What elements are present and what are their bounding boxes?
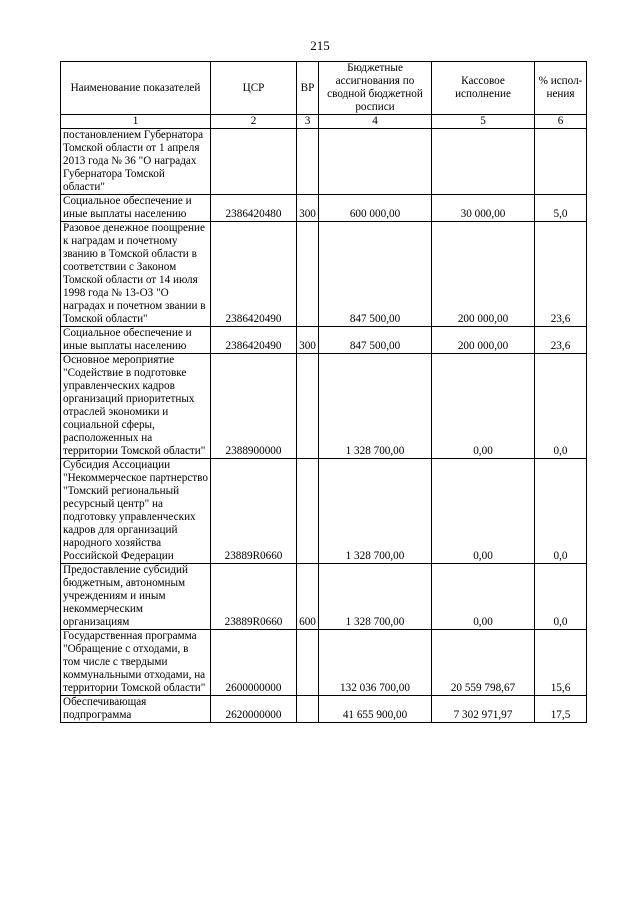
row-pct: 23,6 (535, 222, 587, 327)
column-number-row (61, 115, 587, 129)
table-row (61, 222, 587, 327)
row-pct: 0,0 (535, 459, 587, 564)
row-pct: 15,6 (535, 630, 587, 696)
row-cash: 30 000,00 (432, 195, 535, 222)
row-pct: 5,0 (535, 195, 587, 222)
row-vr: 300 (297, 327, 319, 354)
column-number: 3 (297, 115, 319, 129)
row-cash: 20 559 798,67 (432, 630, 535, 696)
row-name: Разовое денежное поощрение к наградам и почетному званию в Томской области в соответствии с Законом Томской области от 14 июля 1998 года № 13-ОЗ "О наградах и почетном звании в Томской области" (61, 222, 211, 327)
table-row-program (61, 630, 587, 696)
row-name: Основное мероприятие "Содействие в подготовке управленческих кадров организаций приоритетных отраслей экономики и социальной сферы, расположенных на территории Томской области" (61, 354, 211, 459)
row-budget: 847 500,00 (319, 222, 432, 327)
row-csr: 2386420490 (211, 222, 297, 327)
row-vr (297, 696, 319, 723)
table-header-row (61, 62, 587, 115)
column-number: 5 (432, 115, 535, 129)
budget-execution-table (60, 61, 587, 723)
row-vr: 600 (297, 564, 319, 630)
row-cash: 0,00 (432, 459, 535, 564)
row-name: Предоставление субсидий бюджетным, автономным учреждениям и иным некоммерческим организациям (61, 564, 211, 630)
row-csr: 2386420480 (211, 195, 297, 222)
row-budget: 600 000,00 (319, 195, 432, 222)
row-csr (211, 129, 297, 195)
row-cash: 200 000,00 (432, 327, 535, 354)
row-cash: 0,00 (432, 564, 535, 630)
table-row (61, 327, 587, 354)
row-name: Обеспечивающая подпрограмма (61, 696, 211, 723)
row-pct: 0,0 (535, 564, 587, 630)
row-pct: 23,6 (535, 327, 587, 354)
row-vr (297, 630, 319, 696)
row-budget: 41 655 900,00 (319, 696, 432, 723)
row-csr: 2388900000 (211, 354, 297, 459)
page-number: 215 (310, 38, 330, 53)
row-budget: 1 328 700,00 (319, 459, 432, 564)
row-csr: 2600000000 (211, 630, 297, 696)
row-budget: 1 328 700,00 (319, 564, 432, 630)
row-cash: 7 302 971,97 (432, 696, 535, 723)
column-number: 1 (61, 115, 211, 129)
table-row (61, 354, 587, 459)
row-csr: 23889R0660 (211, 564, 297, 630)
header-budget: Бюджетные ассигнования по сводной бюджетной росписи (319, 62, 432, 115)
table-row (61, 696, 587, 723)
row-name: Социальное обеспечение и иные выплаты населению (61, 195, 211, 222)
row-budget: 847 500,00 (319, 327, 432, 354)
row-name: Государственная программа "Обращение с отходами, в том числе с твердыми коммунальными отходами, на территории Томской области" (61, 630, 211, 696)
row-pct: 0,0 (535, 354, 587, 459)
table-row (61, 564, 587, 630)
row-budget (319, 129, 432, 195)
row-csr: 2620000000 (211, 696, 297, 723)
table-row (61, 459, 587, 564)
row-cash: 200 000,00 (432, 222, 535, 327)
row-vr (297, 129, 319, 195)
row-vr (297, 459, 319, 564)
row-csr: 2386420490 (211, 327, 297, 354)
row-budget: 132 036 700,00 (319, 630, 432, 696)
header-cash: Кассовое исполнение (432, 62, 535, 115)
row-vr (297, 354, 319, 459)
row-csr: 23889R0660 (211, 459, 297, 564)
row-pct (535, 129, 587, 195)
row-name: постановлением Губернатора Томской области от 1 апреля 2013 года № 36 "О наградах Губернатора Томской области" (61, 129, 211, 195)
row-vr (297, 222, 319, 327)
table-row (61, 129, 587, 195)
row-budget: 1 328 700,00 (319, 354, 432, 459)
column-number: 2 (211, 115, 297, 129)
row-pct: 17,5 (535, 696, 587, 723)
row-cash (432, 129, 535, 195)
header-csr: ЦСР (211, 62, 297, 115)
row-vr: 300 (297, 195, 319, 222)
header-name: Наименование показателей (61, 62, 211, 115)
header-pct: % испол-нения (535, 62, 587, 115)
table-row (61, 195, 587, 222)
row-name: Социальное обеспечение и иные выплаты населению (61, 327, 211, 354)
column-number: 4 (319, 115, 432, 129)
column-number: 6 (535, 115, 587, 129)
header-vr: ВР (297, 62, 319, 115)
row-cash: 0,00 (432, 354, 535, 459)
row-name: Субсидия Ассоциации "Некоммерческое партнерство "Томский региональный ресурсный центр" на подготовку управленческих кадров для организаций народного хозяйства Российской Федерации (61, 459, 211, 564)
